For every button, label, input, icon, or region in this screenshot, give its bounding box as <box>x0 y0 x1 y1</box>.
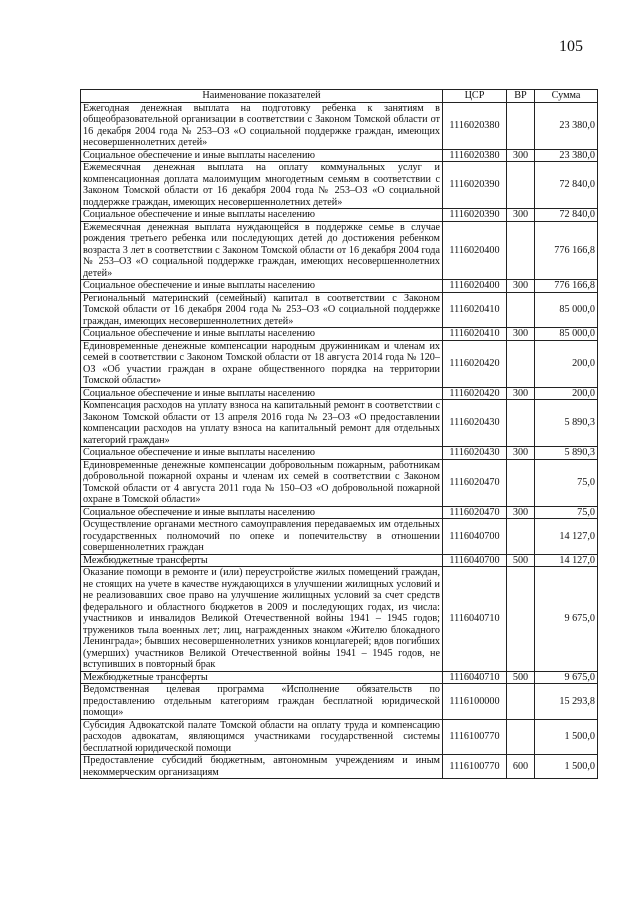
row-name: Субсидия Адвокатской палате Томской области на оплату труда и компенсацию расходов адвокатам, являющимся участниками государственной системы бесплатной юридической помощи <box>81 719 443 755</box>
row-sum: 72 840,0 <box>535 209 598 222</box>
row-vr: 300 <box>507 447 535 460</box>
row-vr <box>507 221 535 280</box>
row-sum: 23 380,0 <box>535 149 598 162</box>
row-sum: 14 127,0 <box>535 519 598 555</box>
row-name: Межбюджетные трансферты <box>81 554 443 567</box>
table-row <box>81 102 598 149</box>
table-row <box>81 209 598 222</box>
row-sum: 85 000,0 <box>535 292 598 328</box>
row-code: 1116020400 <box>443 280 507 293</box>
row-name: Оказание помощи в ремонте и (или) переустройстве жилых помещений граждан, не стоящих на учете в качестве нуждающихся в улучшении жилищных условий и не реализовавших свое право на улучшение жилищных условий за счет средств федерального и областного бюджетов в 2009 и последующих годах, из числа: участников и инвалидов Великой Отечественной войны 1941 – 1945 годов; тружеников тыла военных лет; лиц, награжденных знаком «Жителю блокадного Ленинграда»; бывших несовершеннолетних узников концлагерей; вдов погибших (умерших) участников Великой Отечественной войны 1941 – 1945 годов, не вступивших в повторный брак <box>81 567 443 672</box>
row-vr: 600 <box>507 755 535 779</box>
row-code: 1116020430 <box>443 400 507 447</box>
row-sum: 5 890,3 <box>535 447 598 460</box>
row-name: Единовременные денежные компенсации добровольным пожарным, работникам добровольной пожарной охраны и членам их семей в соответствии с Законом Томской области от 4 августа 2011 года № 150–ОЗ «О добровольной пожарной охране в Томской области» <box>81 459 443 506</box>
table-row <box>81 519 598 555</box>
row-sum: 72 840,0 <box>535 162 598 209</box>
row-sum: 75,0 <box>535 459 598 506</box>
row-vr: 500 <box>507 671 535 684</box>
table-row <box>81 755 598 779</box>
row-code: 1116020400 <box>443 221 507 280</box>
row-code: 1116020380 <box>443 102 507 149</box>
row-sum: 15 293,8 <box>535 684 598 720</box>
row-code: 1116040700 <box>443 519 507 555</box>
table-row <box>81 506 598 519</box>
row-code: 1116020390 <box>443 162 507 209</box>
row-vr <box>507 519 535 555</box>
row-name: Социальное обеспечение и иные выплаты населению <box>81 447 443 460</box>
column-header-vr: ВР <box>507 90 535 103</box>
table-row <box>81 221 598 280</box>
table-row <box>81 149 598 162</box>
row-name: Компенсация расходов на уплату взноса на капитальный ремонт в соответствии с Законом Томской области от 13 апреля 2016 года № 23–ОЗ «О предоставлении компенсации расходов на уплату взноса на капитальный ремонт для отдельных категорий граждан» <box>81 400 443 447</box>
row-sum: 200,0 <box>535 340 598 387</box>
row-code: 1116040710 <box>443 671 507 684</box>
row-vr <box>507 459 535 506</box>
row-name: Межбюджетные трансферты <box>81 671 443 684</box>
column-header-csr: ЦСР <box>443 90 507 103</box>
row-sum: 776 166,8 <box>535 221 598 280</box>
table-row <box>81 328 598 341</box>
table-header-row <box>81 90 598 103</box>
row-sum: 9 675,0 <box>535 567 598 672</box>
row-vr <box>507 102 535 149</box>
row-code: 1116020430 <box>443 447 507 460</box>
row-name: Социальное обеспечение и иные выплаты населению <box>81 280 443 293</box>
table-row <box>81 280 598 293</box>
row-code: 1116040710 <box>443 567 507 672</box>
row-code: 1116100770 <box>443 755 507 779</box>
row-sum: 23 380,0 <box>535 102 598 149</box>
row-name: Социальное обеспечение и иные выплаты населению <box>81 149 443 162</box>
row-vr: 500 <box>507 554 535 567</box>
row-code: 1116020420 <box>443 340 507 387</box>
row-name: Ведомственная целевая программа «Исполнение обязательств по предоставлению отдельным категориям граждан бесплатной юридической помощи» <box>81 684 443 720</box>
row-sum: 1 500,0 <box>535 719 598 755</box>
row-vr <box>507 340 535 387</box>
row-vr: 300 <box>507 387 535 400</box>
table-row <box>81 340 598 387</box>
row-name: Ежегодная денежная выплата на подготовку ребенка к занятиям в общеобразовательной организации в соответствии с Законом Томской области от 16 декабря 2004 года № 253–ОЗ «О социальной поддержке граждан, имеющих несовершеннолетних детей» <box>81 102 443 149</box>
row-code: 1116100770 <box>443 719 507 755</box>
budget-table <box>80 89 598 779</box>
row-code: 1116020410 <box>443 292 507 328</box>
row-name: Социальное обеспечение и иные выплаты населению <box>81 209 443 222</box>
row-code: 1116020470 <box>443 506 507 519</box>
row-name: Региональный материнский (семейный) капитал в соответствии с Законом Томской области от 16 декабря 2004 года № 253–ОЗ «О социальной поддержке граждан, имеющих несовершеннолетних детей» <box>81 292 443 328</box>
row-code: 1116020470 <box>443 459 507 506</box>
row-name: Ежемесячная денежная выплата нуждающейся в поддержке семье в случае рождения третьего ребенка или последующих детей до достижения ребенком возраста 3 лет в соответствии с Законом Томской области от 16 декабря 2004 года № 253–ОЗ «О социальной поддержке граждан, имеющих несовершеннолетних детей» <box>81 221 443 280</box>
row-vr <box>507 719 535 755</box>
row-vr: 300 <box>507 209 535 222</box>
table-row <box>81 459 598 506</box>
row-code: 1116020380 <box>443 149 507 162</box>
table-row <box>81 671 598 684</box>
row-vr <box>507 292 535 328</box>
table-row <box>81 447 598 460</box>
row-sum: 5 890,3 <box>535 400 598 447</box>
column-header-sum: Сумма <box>535 90 598 103</box>
row-code: 1116100000 <box>443 684 507 720</box>
row-name: Социальное обеспечение и иные выплаты населению <box>81 506 443 519</box>
page-number: 105 <box>559 38 583 55</box>
row-name: Единовременные денежные компенсации народным дружинникам и членам их семей в соответствии с Законом Томской области от 18 августа 2014 года № 120–ОЗ «Об участии граждан в охране общественного порядка на территории Томской области» <box>81 340 443 387</box>
table-row <box>81 567 598 672</box>
row-vr: 300 <box>507 506 535 519</box>
row-vr <box>507 684 535 720</box>
row-code: 1116040700 <box>443 554 507 567</box>
table-row <box>81 387 598 400</box>
row-sum: 200,0 <box>535 387 598 400</box>
row-vr: 300 <box>507 328 535 341</box>
table-row <box>81 162 598 209</box>
column-header-name: Наименование показателей <box>81 90 443 103</box>
row-sum: 14 127,0 <box>535 554 598 567</box>
row-sum: 75,0 <box>535 506 598 519</box>
table-row <box>81 400 598 447</box>
row-name: Ежемесячная денежная выплата на оплату коммунальных услуг и компенсационная доплата малоимущим многодетным семьям в соответствии с Законом Томской области от 16 декабря 2004 года № 253–ОЗ «О социальной поддержке граждан, имеющих несовершеннолетних детей» <box>81 162 443 209</box>
row-vr <box>507 162 535 209</box>
row-name: Социальное обеспечение и иные выплаты населению <box>81 387 443 400</box>
row-vr: 300 <box>507 149 535 162</box>
row-name: Осуществление органами местного самоуправления передаваемых им отдельных государственных полномочий по опеке и попечительству в отношении совершеннолетних граждан <box>81 519 443 555</box>
row-vr: 300 <box>507 280 535 293</box>
row-sum: 9 675,0 <box>535 671 598 684</box>
row-vr <box>507 567 535 672</box>
row-sum: 776 166,8 <box>535 280 598 293</box>
row-code: 1116020410 <box>443 328 507 341</box>
row-sum: 85 000,0 <box>535 328 598 341</box>
table-row <box>81 684 598 720</box>
row-name: Предоставление субсидий бюджетным, автономным учреждениям и иным некоммерческим организациям <box>81 755 443 779</box>
table-row <box>81 292 598 328</box>
table-row <box>81 719 598 755</box>
row-sum: 1 500,0 <box>535 755 598 779</box>
table-row <box>81 554 598 567</box>
row-code: 1116020390 <box>443 209 507 222</box>
row-code: 1116020420 <box>443 387 507 400</box>
row-name: Социальное обеспечение и иные выплаты населению <box>81 328 443 341</box>
row-vr <box>507 400 535 447</box>
